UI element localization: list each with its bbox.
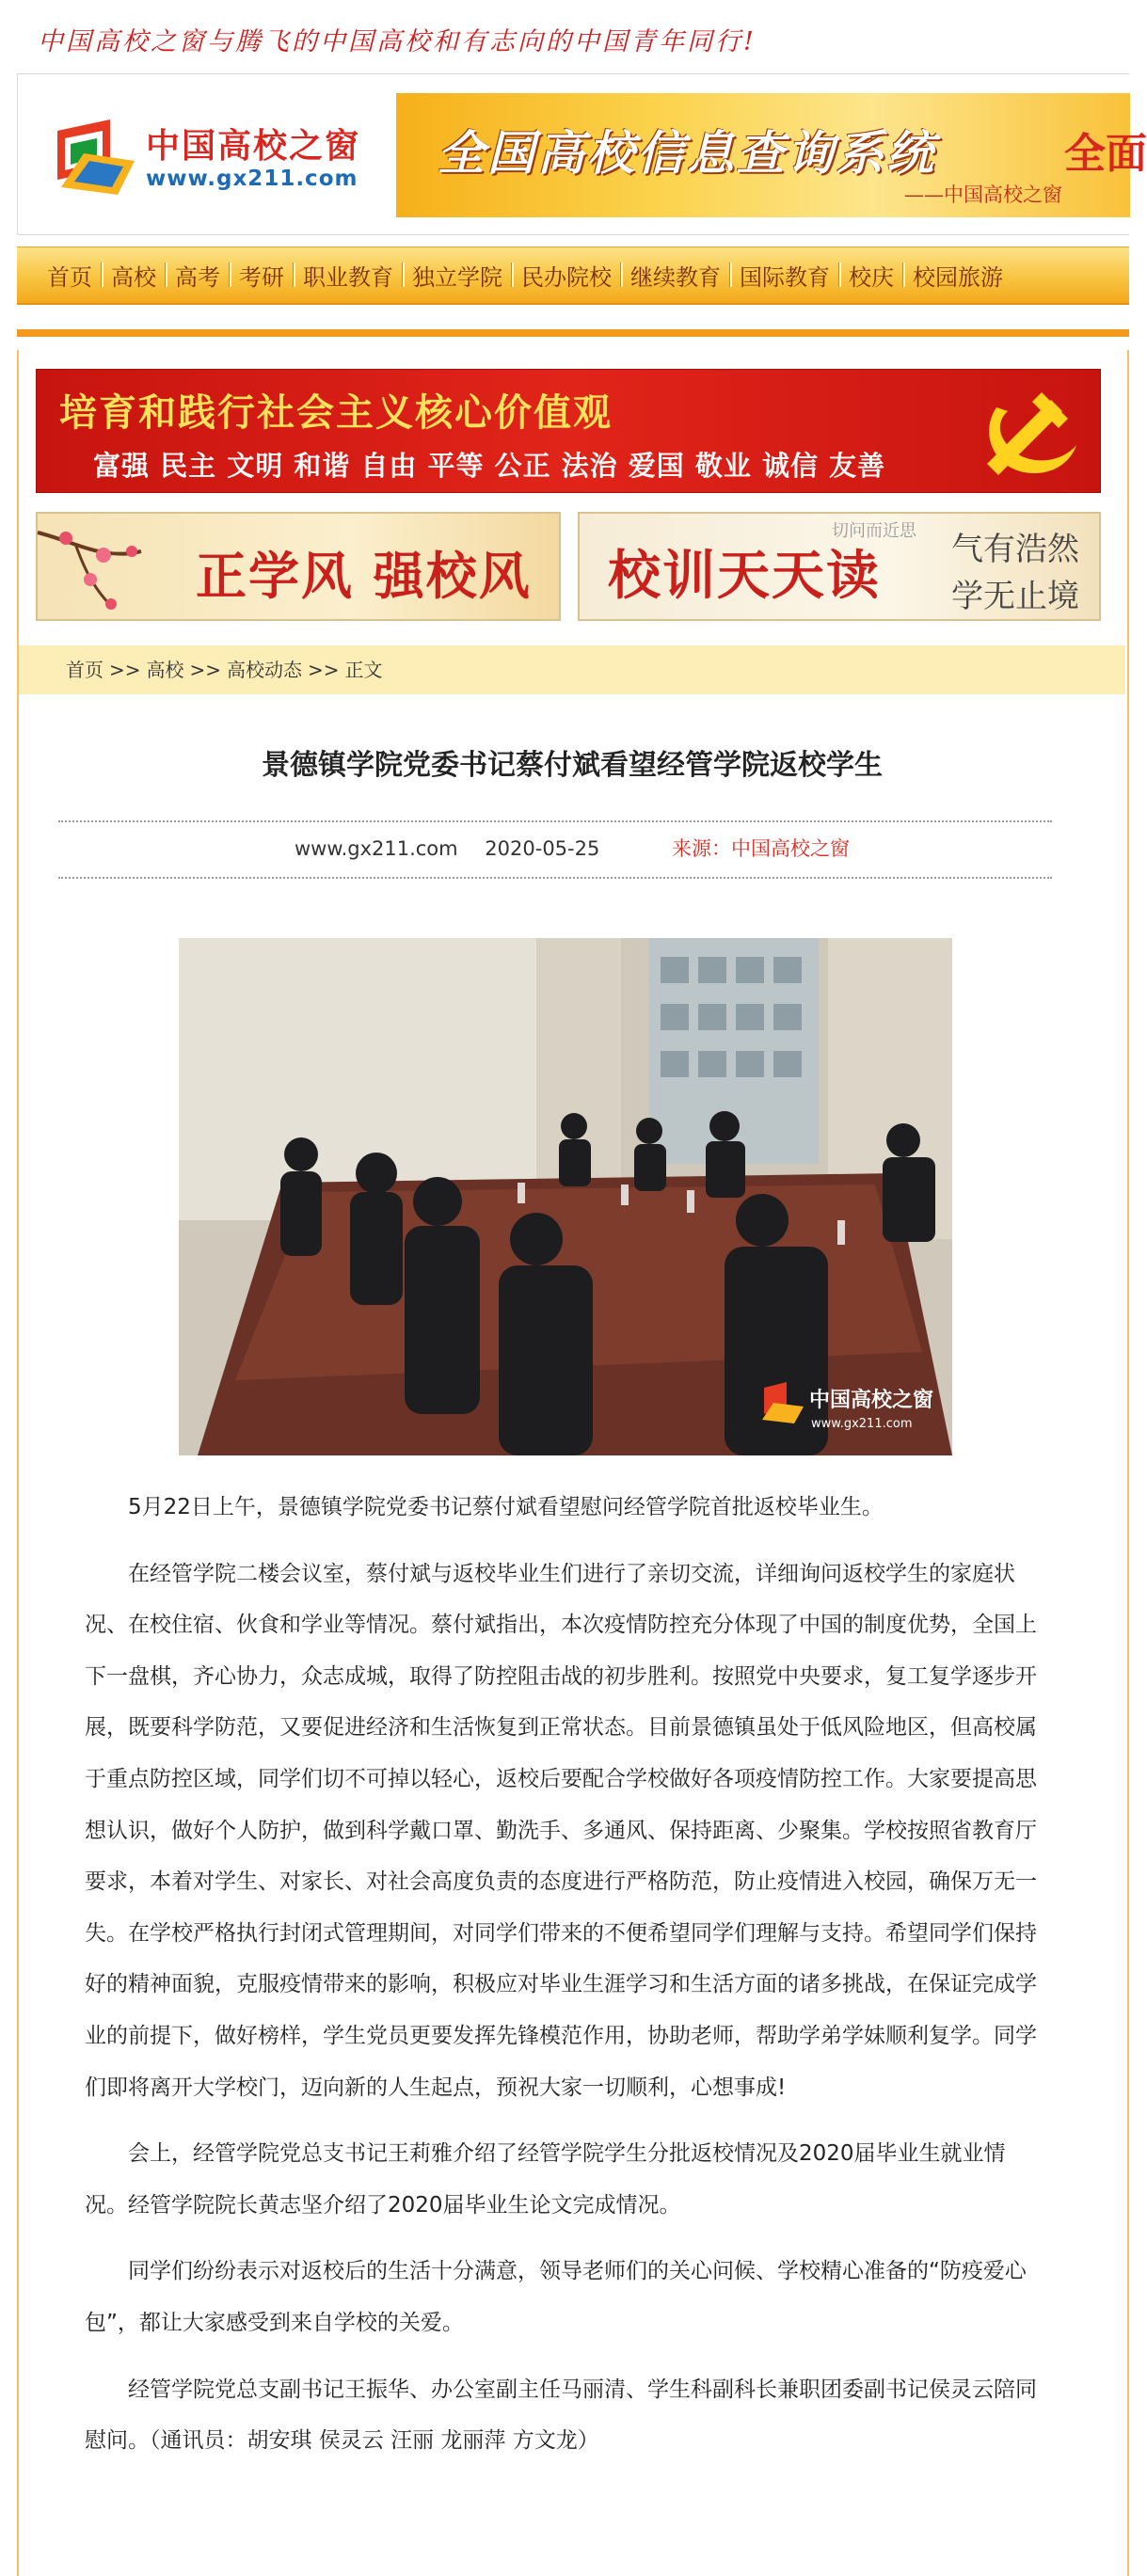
nav-item[interactable]: 首页 (47, 264, 92, 291)
article-date: 2020-05-25 (485, 837, 600, 860)
breadcrumb-current: 正文 (344, 659, 383, 681)
party-emblem-icon (968, 379, 1081, 483)
breadcrumb-universities[interactable]: 高校 (146, 659, 184, 681)
photo-watermark-url: www.gx211.com (811, 1417, 913, 1431)
logo-name: 中国高校之窗 (146, 127, 361, 166)
article-title: 景德镇学院党委书记蔡付斌看望经管学院返校学生 (262, 749, 883, 782)
breadcrumb-separator: >> (109, 659, 141, 681)
breadcrumb-separator: >> (308, 659, 340, 681)
header-banner-right-text: 全面 (1064, 130, 1147, 178)
article-source[interactable]: 来源：中国高校之窗 (672, 837, 851, 860)
school-motto-side-1: 气有浩然 (951, 531, 1079, 568)
main-nav (17, 246, 1129, 305)
header-banner[interactable] (396, 93, 1147, 217)
nav-item[interactable]: 高考 (166, 259, 230, 292)
header-banner-subtitle: ——中国高校之窗 (904, 183, 1062, 206)
core-values-banner[interactable] (36, 369, 1101, 493)
school-motto-banner[interactable] (578, 512, 1101, 621)
core-values-list: 富强 民主 文明 和谐 自由 平等 公正 法治 爱国 敬业 诚信 友善 (93, 450, 886, 482)
breadcrumb-separator: >> (189, 659, 222, 681)
school-motto-faint-text: 切问而近思 (832, 521, 916, 541)
logo-url: www.gx211.com (146, 167, 358, 191)
nav-item[interactable]: 国际教育 (730, 259, 839, 292)
article-paragraph: 同学们纷纷表示对返校后的生活十分满意，领导老师们的关心问候、学校精心准备的“防疫爱心包”，都让大家感受到来自学校的关爱。 (85, 2259, 1027, 2335)
meeting-photo-illustration (179, 938, 952, 1455)
article-paragraph: 5月22日上午，景德镇学院党委书记蔡付斌看望慰问经管学院首批返校毕业生。 (128, 1495, 884, 1519)
article-paragraph: 经管学院党总支副书记王振华、办公室副主任马丽清、学生科副科长兼职团委副书记侯灵云陪同慰问。（通讯员：胡安琪 侯灵云 汪丽 龙丽萍 方文龙） (85, 2377, 1037, 2454)
nav-item[interactable]: 民办院校 (512, 259, 621, 292)
meta-divider (58, 877, 1052, 879)
nav-item[interactable]: 职业教育 (294, 259, 403, 292)
article-meta (19, 834, 1125, 862)
article-photo (179, 938, 952, 1455)
nav-item[interactable]: 独立学院 (403, 259, 512, 292)
article-body (85, 1482, 1046, 2467)
study-style-text: 正学风 强校风 (196, 546, 532, 606)
title-divider (58, 820, 1052, 822)
nav-item[interactable]: 考研 (230, 259, 294, 292)
breadcrumb-news[interactable]: 高校动态 (227, 659, 303, 681)
article-paragraph: 会上，经管学院党总支书记王莉雅介绍了经管学院学生分批返校情况及2020届毕业生就业情况。经管学院院长黄志坚介绍了2020届毕业生论文完成情况。 (85, 2141, 1006, 2218)
core-values-title: 培育和践行社会主义核心价值观 (59, 391, 613, 435)
header-banner-title: 全国高校信息查询系统 (438, 126, 936, 181)
breadcrumb (19, 645, 1125, 694)
plum-blossom-icon (38, 514, 188, 623)
school-motto-text: 校训天天读 (608, 545, 881, 607)
top-slogan: 中国高校之窗与腾飞的中国高校和有志向的中国青年同行! (38, 27, 757, 56)
site-logo[interactable] (52, 112, 372, 206)
nav-item[interactable]: 高校 (102, 259, 166, 292)
nav-item[interactable]: 校园旅游 (903, 259, 1012, 292)
breadcrumb-home[interactable]: 首页 (66, 659, 104, 681)
photo-watermark-name: 中国高校之窗 (809, 1389, 934, 1412)
divider-line (17, 329, 1129, 337)
article-paragraph: 在经管学院二楼会议室，蔡付斌与返校毕业生们进行了亲切交流，详细询问返校学生的家庭状况、在校住宿、伙食和学业等情况。蔡付斌指出，本次疫情防控充分体现了中国的制度优势，全国上下一盘棋，齐心协力，众志成城，取得了防控阻击战的初步胜利。按照党中央要求，复工复学逐步开展，既要科学防范，又要促进经济和生活恢复到正常状态。目前景德镇虽处于低风险地区，但高校属于重点防控区域，同学们切不可掉以轻心，返校后要配合学校做好各项疫情防控工作。大家要提高思想认识，做好个人防护，做到科学戴口罩、勤洗手、多通风、保持距离、少聚集。学校按照省教育厅要求，本着对学生、对家长、对社会高度负责的态度进行严格防范，防止疫情进入校园，确保万无一失。在学校严格执行封闭式管理期间，对同学们带来的不便希望同学们理解与支持。希望同学们保持好的精神面貌，克服疫情带来的影响，积极应对毕业生涯学习和生活方面的诸多挑战，在保证完成学业的前提下，做好榜样，学生党员更要发挥先锋模范作用，协助老师，帮助学弟学妹顺利复学。同学们即将离开大学校门，迈向新的人生起点，预祝大家一切顺利，心想事成! (85, 1561, 1037, 2100)
study-style-banner[interactable] (36, 512, 561, 621)
school-motto-side-2: 学无止境 (951, 578, 1079, 615)
site-header (17, 73, 1147, 235)
nav-item[interactable]: 校庆 (839, 259, 903, 292)
article-site: www.gx211.com (294, 837, 458, 860)
nav-item[interactable]: 继续教育 (621, 259, 730, 292)
logo-window-icon (52, 112, 138, 199)
